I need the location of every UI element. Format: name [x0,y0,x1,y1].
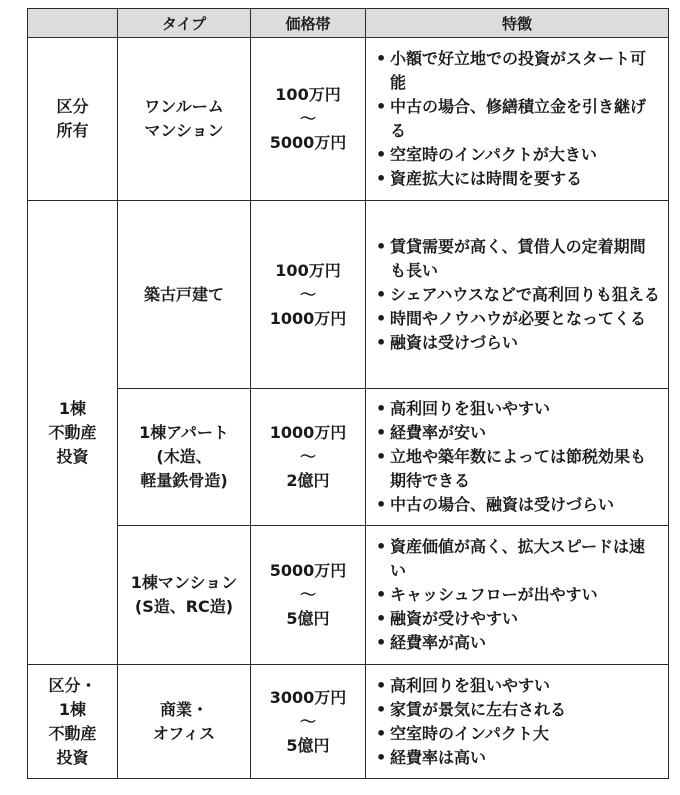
feature-item [376,698,660,722]
bullet-icon: • [376,723,387,743]
feature-text: 中古の場合、修繕積立金を引き継げる [390,97,647,140]
feature-item [376,95,660,143]
cell-line: 2億円 [286,471,330,490]
cell-line: (S造、RC造) [134,597,234,616]
feature-item [376,722,660,746]
feature-item [376,331,660,355]
bullet-icon: • [376,699,387,719]
feature-item [376,631,660,655]
cell-line: 区分・ [48,675,97,695]
price-cell [251,665,366,779]
feature-text: 経費率は高い [390,747,487,767]
header-group-cell [28,9,118,38]
cell-line: 1000万円 [269,308,347,328]
feature-list [376,397,660,517]
investment-type-table [27,8,669,779]
bullet-icon: • [376,675,387,695]
bullet-icon: • [376,49,387,68]
cell-line: 5億円 [286,735,330,755]
cell-line: 100万円 [275,85,341,104]
bullet-icon: • [376,495,387,514]
feature-text: 経費率が安い [390,423,487,442]
feature-list [376,235,660,355]
feature-text: 時間やノウハウが必要となってくる [390,308,647,328]
feature-text: 資産価値が高く、拡大スピードは速い [390,537,646,580]
cell-line: 5億円 [286,609,330,628]
bullet-icon: • [376,447,387,466]
feature-text: 融資は受けづらい [390,332,519,352]
table-row [28,526,669,665]
bullet-icon: • [376,308,387,328]
bullet-icon: • [376,97,387,116]
feature-cell [366,38,669,201]
feature-item [376,307,660,331]
cell-line: 3000万円 [269,687,347,707]
header-price: 価格帯 [251,9,366,38]
feature-cell [366,665,669,779]
group-cell [28,38,118,201]
bullet-icon: • [376,399,387,418]
cell-line: 軽量鉄骨造) [140,471,228,490]
feature-item [376,583,660,607]
cell-line: 〜 [299,284,316,304]
feature-item [376,493,660,517]
feature-item [376,746,660,770]
feature-item [376,674,660,698]
feature-text: 立地や築年数によっては節税効果も期待できる [390,447,647,490]
table-row [28,389,669,526]
bullet-icon: • [376,284,387,304]
cell-line: 築古戸建て [143,284,224,304]
feature-text: 高利回りを狙いやすい [390,675,551,695]
price-cell [251,389,366,526]
bullet-icon: • [376,236,387,256]
bullet-icon: • [376,169,387,188]
feature-item [376,445,660,493]
feature-text: 経費率が高い [390,633,487,652]
feature-item [376,235,660,283]
feature-item [376,167,660,191]
bullet-icon: • [376,332,387,352]
feature-cell [366,389,669,526]
cell-line: 1棟 [58,699,87,719]
feature-list [376,535,660,655]
feature-list [376,674,660,770]
feature-cell [366,526,669,665]
feature-text: シェアハウスなどで高利回りも狙える [390,284,660,304]
feature-text: 空室時のインパクトが大きい [390,145,597,164]
table-row [28,665,669,779]
feature-item [376,421,660,445]
bullet-icon: • [376,423,387,442]
feature-text: 融資が受けやすい [390,609,519,628]
cell-line: 不動産 [48,422,97,442]
cell-line: 100万円 [275,260,341,280]
bullet-icon: • [376,747,387,767]
type-cell [118,38,251,201]
cell-line: 〜 [299,447,316,466]
feature-text: 賃貸需要が高く、賃借人の定着期間も長い [390,236,646,280]
cell-line: 〜 [299,109,316,128]
cell-line: 区分 [56,97,89,116]
feature-text: 中古の場合、融資は受けづらい [390,495,615,514]
feature-text: キャッシュフローが出やすい [390,585,598,604]
feature-text: 高利回りを狙いやすい [390,399,551,418]
cell-line: 投資 [56,446,89,466]
cell-line: 5000万円 [269,133,347,152]
type-cell [118,665,251,779]
cell-line: オフィス [152,723,216,743]
cell-line: 〜 [299,585,316,604]
cell-line: 5000万円 [269,561,347,580]
bullet-icon: • [376,633,387,652]
cell-line: 商業・ [159,699,208,719]
group-cell [28,201,118,665]
type-cell [118,201,251,389]
cell-line: 投資 [56,747,89,767]
feature-item [376,607,660,631]
table-row [28,38,669,201]
price-cell [251,201,366,389]
cell-line: マンション [144,121,224,140]
table-row [28,201,669,389]
feature-item [376,397,660,421]
feature-item [376,283,660,307]
cell-line: 1棟 [58,398,87,418]
feature-text: 家賃が景気に左右される [390,699,567,719]
price-cell [251,38,366,201]
cell-line: 1棟アパート [139,423,229,442]
bullet-icon: • [376,609,387,628]
header-row [28,9,669,38]
bullet-icon: • [376,585,387,604]
feature-text: 資産拡大には時間を要する [390,169,583,188]
cell-line: (木造、 [156,447,212,466]
feature-cell [366,201,669,389]
cell-line: 所有 [56,121,89,140]
feature-item [376,535,660,583]
group-cell [28,665,118,779]
header-feature: 特徴 [366,9,669,38]
feature-text: 小額で好立地での投資がスタート可能 [390,49,647,92]
feature-list [376,47,660,191]
feature-item [376,143,660,167]
cell-line: ワンルーム [144,97,224,116]
cell-line: 1000万円 [269,423,347,442]
bullet-icon: • [376,537,387,556]
feature-item [376,47,660,95]
cell-line: 〜 [299,711,316,731]
cell-line: 1棟マンション [130,573,238,592]
price-cell [251,526,366,665]
header-type: タイプ [118,9,251,38]
bullet-icon: • [376,145,387,164]
feature-text: 空室時のインパクト大 [390,723,549,743]
type-cell [118,526,251,665]
type-cell [118,389,251,526]
cell-line: 不動産 [48,723,97,743]
